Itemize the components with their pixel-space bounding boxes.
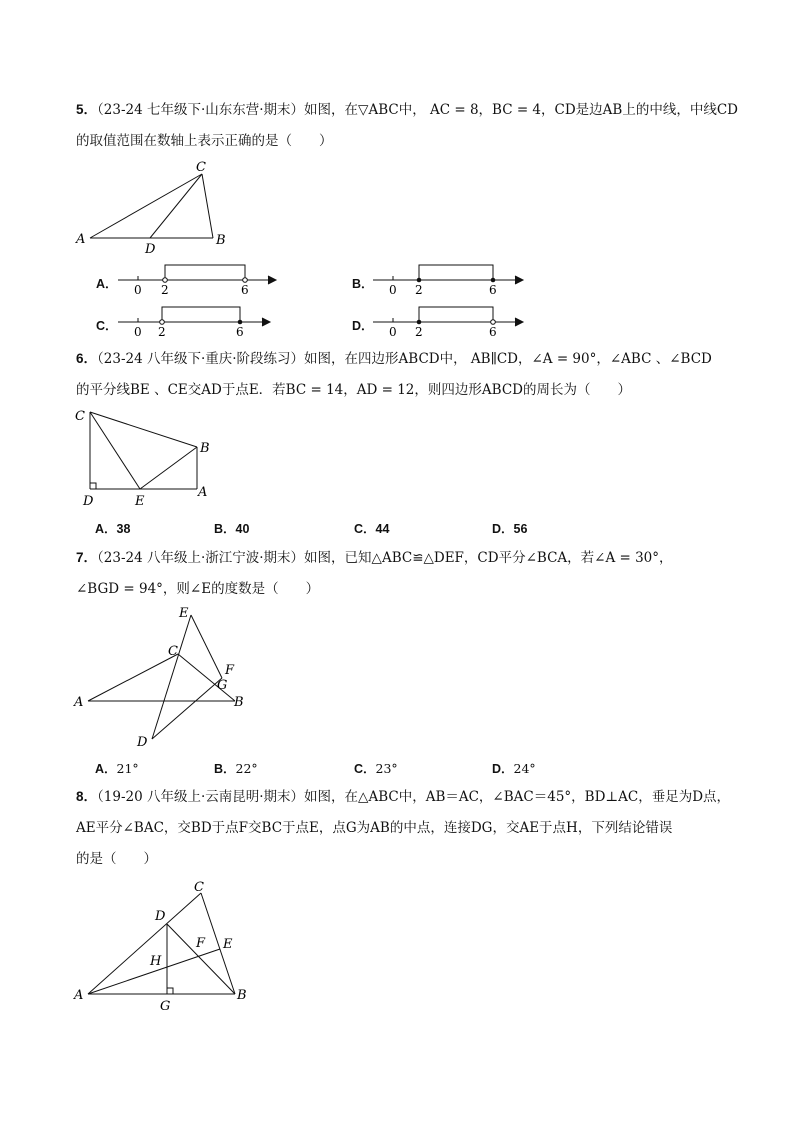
- q8-label-a: A: [74, 988, 84, 1003]
- q5-option-d-tick-6: 6: [489, 325, 497, 338]
- q5-option-d-tick-0: 0: [389, 325, 397, 338]
- q7-number: 7．: [76, 550, 98, 565]
- q6-option-d[interactable]: [492, 519, 527, 537]
- q5-option-b-tick-2: 2: [415, 283, 423, 296]
- q7-option-c-letter: C．: [354, 762, 376, 776]
- q5-option-b-letter[interactable]: B．: [352, 277, 374, 291]
- q6-label-a: A: [198, 485, 208, 500]
- q5-option-c-tick-0: 0: [134, 325, 142, 338]
- q5-option-c-tick-2: 2: [158, 325, 166, 338]
- q6-option-c[interactable]: [354, 519, 389, 537]
- q8-label-h: H: [150, 954, 162, 969]
- q6-option-b-value: 40: [235, 522, 250, 536]
- q7-label-d: D: [137, 735, 148, 750]
- q6-option-a-value: 38: [116, 522, 131, 536]
- q7-text-1: （23-24 八年级上·浙江宁波·期末）如图，已知△ABC≌△DEF，CD平分∠BCA，若∠A = 30°，: [97, 550, 673, 566]
- q7-label-c: C: [168, 644, 178, 659]
- q5-option-a-numberline[interactable]: [118, 260, 283, 296]
- q7-label-g: G: [217, 678, 228, 693]
- q6-number: 6．: [76, 351, 98, 366]
- q5-line-2: [76, 131, 333, 151]
- q6-quadrilateral-figure: [72, 404, 222, 512]
- q7-option-b[interactable]: [214, 759, 258, 777]
- q6-option-b-letter: B．: [214, 522, 236, 536]
- q5-option-d-numberline[interactable]: [373, 302, 538, 338]
- q6-line-2: [76, 380, 631, 400]
- q5-option-a-tick-2: 2: [161, 283, 169, 296]
- q7-option-a[interactable]: [95, 759, 139, 777]
- q7-option-d[interactable]: [492, 759, 536, 777]
- q8-number: 8．: [76, 789, 98, 804]
- q6-label-e: E: [135, 494, 145, 509]
- q6-option-c-value: 44: [375, 522, 390, 536]
- q6-option-d-value: 56: [513, 522, 528, 536]
- q6-text-1: （23-24 八年级下·重庆·阶段练习）如图，在四边形ABCD中， AB∥CD，∠A = 90°，∠ABC 、∠BCD: [97, 351, 712, 367]
- q8-label-g: G: [160, 999, 171, 1014]
- q5-option-b-tick-6: 6: [489, 283, 497, 296]
- q5-option-c-numberline[interactable]: [118, 302, 283, 338]
- q7-label-e: E: [179, 606, 189, 621]
- q5-option-b-tick-0: 0: [389, 283, 397, 296]
- q7-line-2: [76, 579, 319, 599]
- q5-label-c: C: [196, 160, 206, 175]
- q6-option-b[interactable]: [214, 519, 249, 537]
- q6-text-2: 的平分线BE 、CE交AD于点E．若BC = 14，AD = 12，则四边形ABCD的周长为（ ）: [76, 382, 631, 398]
- q6-option-a[interactable]: [95, 519, 130, 537]
- q8-label-f: F: [196, 936, 206, 951]
- q8-text-3: 的是（ ）: [76, 851, 157, 867]
- q6-label-c: C: [75, 409, 85, 424]
- q8-label-c: C: [194, 880, 204, 895]
- q6-option-c-letter: C．: [354, 522, 376, 536]
- q7-option-a-value: 21°: [116, 761, 139, 776]
- q5-label-b: B: [216, 233, 226, 248]
- q5-option-a-tick-0: 0: [134, 283, 142, 296]
- q8-text-1: （19-20 八年级上·云南昆明·期末）如图，在△ABC中，AB＝AC，∠BAC＝45°，BD⊥AC，垂足为D点，: [97, 789, 731, 805]
- q7-line-1: [76, 548, 673, 568]
- q5-text-2: 的取值范围在数轴上表示正确的是（ ）: [76, 133, 333, 149]
- q5-option-b-numberline[interactable]: [373, 260, 538, 296]
- q8-line-1: [76, 787, 730, 807]
- q6-line-1: [76, 349, 712, 369]
- q5-label-a: A: [76, 232, 86, 247]
- q7-option-a-letter: A．: [95, 762, 117, 776]
- q5-triangle-figure: [70, 155, 240, 255]
- q7-congruent-triangles-figure: [70, 600, 260, 750]
- q7-option-d-value: 24°: [513, 761, 536, 776]
- q7-option-d-letter: D．: [492, 762, 514, 776]
- q7-label-b: B: [234, 695, 244, 710]
- q5-text-1: （23-24 七年级下·山东东营·期末）如图，在▽ABC中， AC = 8，BC = 4，CD是边AB上的中线，中线CD: [97, 102, 739, 118]
- q7-text-2: ∠BGD = 94°，则∠E的度数是（ ）: [76, 581, 320, 597]
- q8-triangle-figure: [70, 875, 260, 1020]
- q6-label-d: D: [83, 494, 94, 509]
- q7-option-b-letter: B．: [214, 762, 236, 776]
- q6-option-d-letter: D．: [492, 522, 514, 536]
- q8-line-3: [76, 849, 157, 869]
- q5-option-d-tick-2: 2: [415, 325, 423, 338]
- q6-label-b: B: [200, 441, 210, 456]
- q8-label-b: B: [237, 988, 247, 1003]
- q7-option-b-value: 22°: [235, 761, 258, 776]
- q6-option-a-letter: A．: [95, 522, 117, 536]
- q5-option-d-letter[interactable]: D．: [352, 319, 374, 333]
- q5-option-c-letter[interactable]: C．: [96, 319, 118, 333]
- q7-option-c-value: 23°: [375, 761, 398, 776]
- q5-option-a-letter[interactable]: A．: [96, 277, 118, 291]
- q8-label-e: E: [223, 937, 233, 952]
- q7-label-f: F: [225, 663, 235, 678]
- q5-number: 5．: [76, 102, 98, 117]
- q8-text-2: AE平分∠BAC，交BD于点F交BC于点E，点G为AB的中点，连接DG，交AE于点H，下列结论错误: [76, 820, 673, 836]
- q5-option-c-tick-6: 6: [236, 325, 244, 338]
- q5-line-1: [76, 100, 738, 120]
- q7-label-a: A: [74, 695, 84, 710]
- q7-option-c[interactable]: [354, 759, 398, 777]
- q5-option-a-tick-6: 6: [241, 283, 249, 296]
- q8-line-2: [76, 818, 672, 838]
- q5-label-d: D: [145, 242, 156, 255]
- q8-label-d: D: [155, 909, 166, 924]
